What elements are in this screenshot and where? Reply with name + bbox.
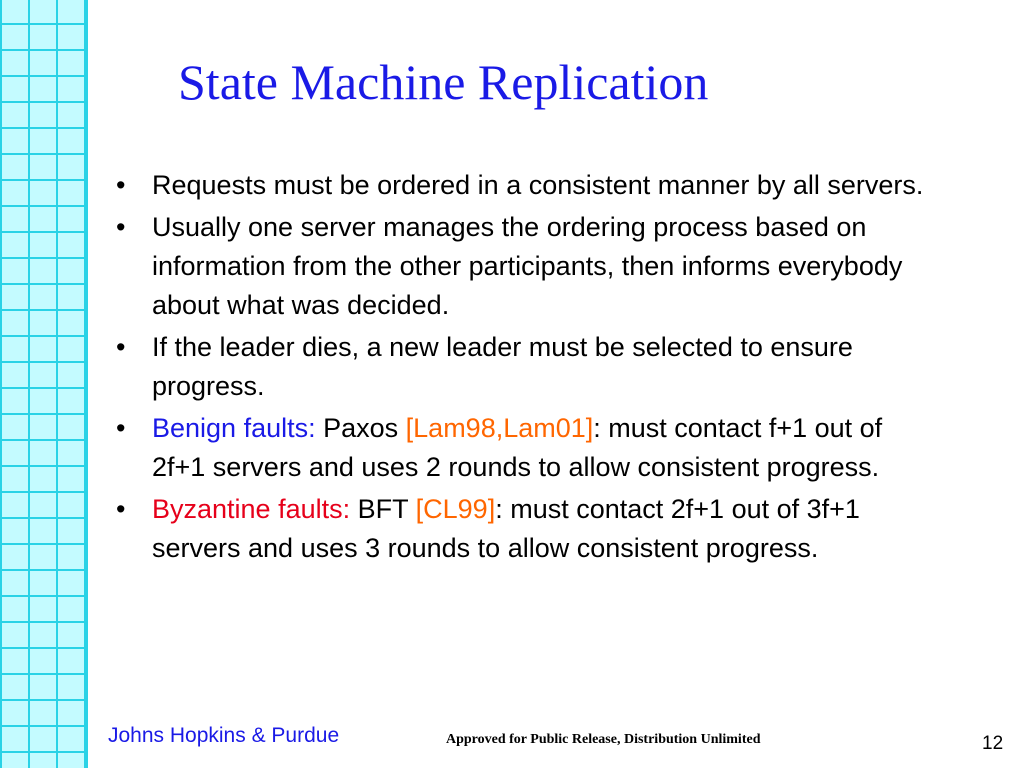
bullet-text: : must contact 2f+1 out of 3f+1 servers and uses 3 rounds to allow consistent progress. [152,494,860,563]
protocol-name: Paxos [315,413,406,443]
bullet-icon: • [116,332,126,362]
bullet-icon: • [116,170,126,200]
bullet-text: Usually one server manages the ordering process based on information from the other participants, then informs everybody about what was decided. [152,212,903,320]
citation: [CL99] [415,494,496,524]
citation: [Lam98,Lam01] [405,413,594,443]
benign-faults-label: Benign faults: [152,413,316,443]
bullet-list [112,166,942,571]
bullet-icon: • [116,212,126,242]
protocol-name: BFT [350,494,416,524]
bullet-item-leader-dies [112,328,942,406]
footer-organization: Johns Hopkins & Purdue [108,724,340,747]
bullet-item-benign-faults [112,409,942,487]
footer-release-notice: Approved for Public Release, Distribution Unlimited [446,732,761,747]
slide-title: State Machine Replication [178,54,709,110]
bullet-item-byzantine-faults [112,490,942,568]
bullet-icon: • [116,413,126,443]
byzantine-faults-label: Byzantine faults: [152,494,351,524]
bullet-icon: • [116,494,126,524]
bullet-text: Requests must be ordered in a consistent manner by all servers. [152,170,924,200]
bullet-text: If the leader dies, a new leader must be selected to ensure progress. [152,332,853,401]
bullet-item-ordering [112,166,942,205]
decorative-grid-strip [0,0,88,768]
page-number: 12 [982,733,1004,754]
bullet-item-leader-ordering [112,208,942,325]
bullet-text: : must contact f+1 out of 2f+1 servers and uses 2 rounds to allow consistent progress. [152,413,883,482]
